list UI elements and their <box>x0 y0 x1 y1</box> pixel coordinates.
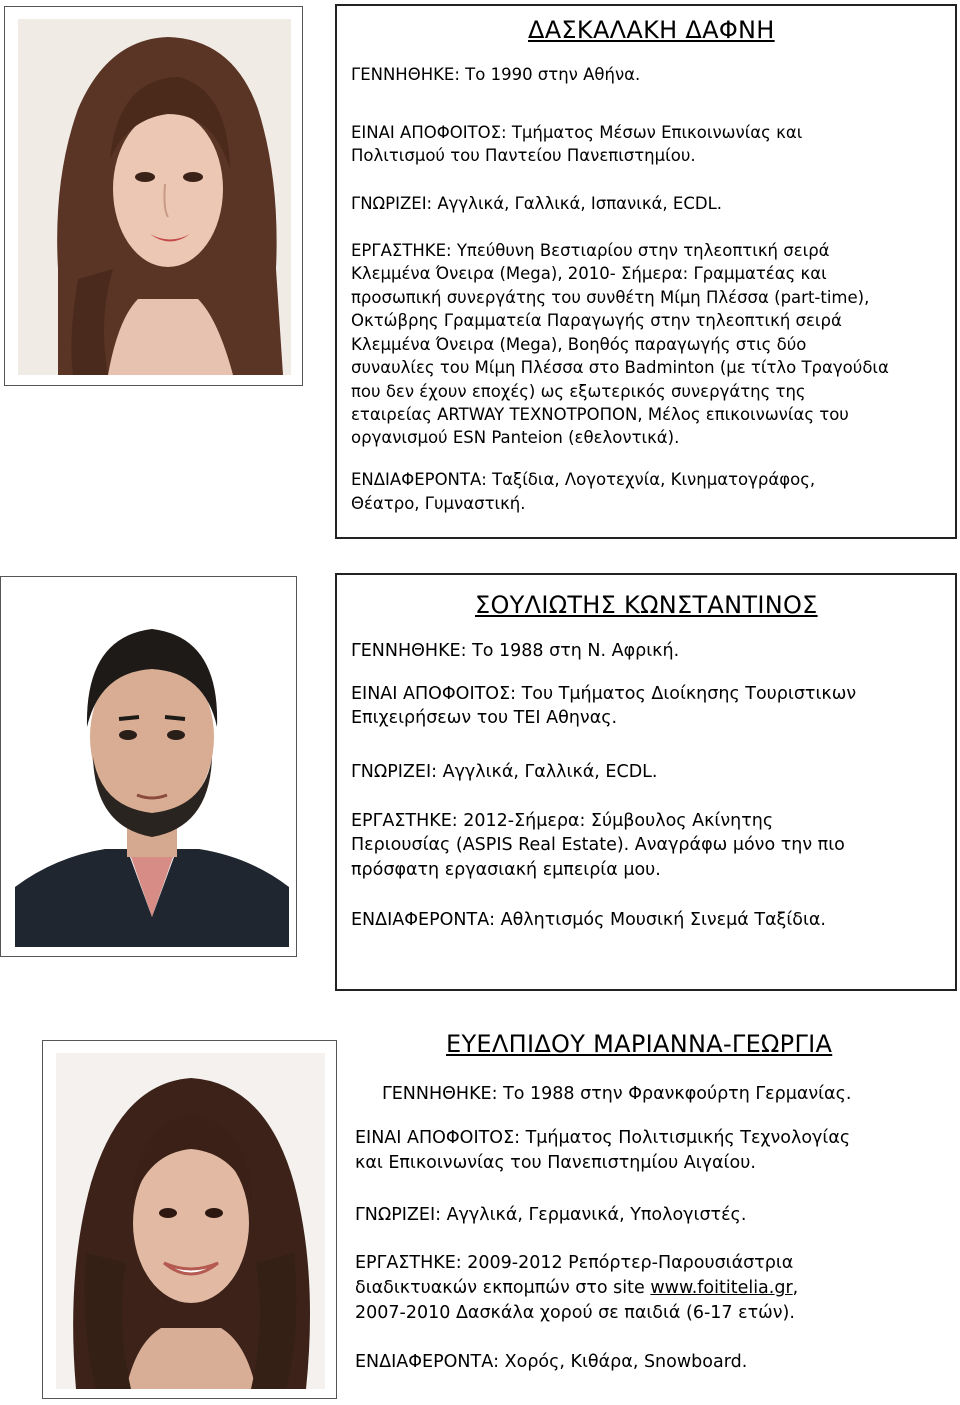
profile-3-graduate-line-2: και Επικοινωνίας του Πανεπιστημίου Αιγαίου. <box>355 1153 756 1173</box>
profile-2-worked-line-1: ΕΡΓΑΣΤΗΚΕ: 2012-Σήμερα: Σύμβουλος Ακίνητης <box>351 811 774 831</box>
profile-3-worked-line-2-comma: , <box>792 1278 799 1298</box>
profile-3-interests: ΕΝΔΙΑΦΕΡΟΝΤΑ: Χορός, Κιθάρα, Snowboard. <box>355 1352 748 1372</box>
profile-2-graduate-line-1: ΕΙΝΑΙ ΑΠΟΦΟΙΤΟΣ: Του Τμήματος Διοίκησης Τουριστικων <box>351 684 857 704</box>
profile-2-knows: ΓΝΩΡΙΖΕΙ: Αγγλικά, Γαλλικά, ECDL. <box>351 762 658 782</box>
profile-2-photo <box>15 587 289 947</box>
profile-1-worked-line-9: οργανισμού ESN Panteion (εθελοντικά). <box>351 428 680 447</box>
profile-3-name: ΕΥΕΛΠΙΔΟΥ ΜΑΡΙΑΝΝΑ-ΓΕΩΡΓΙΑ <box>446 1030 833 1058</box>
profile-3-photo-frame <box>42 1040 337 1399</box>
profile-2-photo-frame <box>0 576 297 957</box>
profile-2-interests: ΕΝΔΙΑΦΕΡΟΝΤΑ: Αθλητισμός Μουσική Σινεμά Ταξίδια. <box>351 910 826 930</box>
profile-2-worked-line-3: πρόσφατη εργασιακή εμπειρία μου. <box>351 860 661 880</box>
profile-1-knows: ΓΝΩΡΙΖΕΙ: Αγγλικά, Γαλλικά, Ισπανικά, ECDL. <box>351 194 723 213</box>
profile-3-knows: ΓΝΩΡΙΖΕΙ: Αγγλικά, Γερμανικά, Υπολογιστές. <box>355 1205 747 1225</box>
profile-2-bio-box <box>335 573 957 991</box>
profile-1-worked-line-3: προσωπική συνεργάτης του συνθέτη Μίμη Πλέσσα (part-time), <box>351 288 870 307</box>
foititelia-link[interactable]: www.foititelia.gr <box>650 1278 793 1298</box>
profile-1-interests-line-2: Θέατρο, Γυμναστική. <box>351 494 526 513</box>
profile-3-photo <box>56 1053 325 1389</box>
profile-1-name: ΔΑΣΚΑΛΑΚΗ ΔΑΦΝΗ <box>528 16 775 44</box>
profile-1-worked-line-5: Κλεμμένα Όνειρα (Mega), Βοηθός παραγωγής στις δύο <box>351 335 807 354</box>
profile-3-graduate-line-1: ΕΙΝΑΙ ΑΠΟΦΟΙΤΟΣ: Τμήματος Πολιτισμικής Τεχνολογίας <box>355 1128 851 1148</box>
profile-1-graduate-line-2: Πολιτισμού του Παντείου Πανεπιστημίου. <box>351 146 696 165</box>
profile-1-graduate-line-1: ΕΙΝΑΙ ΑΠΟΦΟΙΤΟΣ: Τμήματος Μέσων Επικοινωνίας και <box>351 123 803 142</box>
profile-3-worked-line-2 <box>355 1276 798 1301</box>
profile-1-worked-line-1: ΕΡΓΑΣΤΗΚΕ: Υπεύθυνη Βεστιαρίου στην τηλεοπτική σειρά <box>351 241 830 260</box>
profile-2-worked-line-2: Περιουσίας (ASPIS Real Estate). Αναγράφω μόνο την πιο <box>351 835 845 855</box>
profile-1-worked-line-8: εταιρείας ARTWAY ΤΕΧΝΟΤΡΟΠΟΝ, Μέλος επικοινωνίας του <box>351 405 849 424</box>
profile-3-worked-line-2-text: διαδικτυακών εκπομπών στο site <box>355 1278 651 1298</box>
portrait-man-image <box>15 587 289 947</box>
profile-3-worked-line-3: 2007-2010 Δασκάλα χορού σε παιδιά (6-17 ετών). <box>355 1303 795 1323</box>
profile-2-born: ΓΕΝΝΗΘΗΚΕ: Το 1988 στη Ν. Αφρική. <box>351 641 680 661</box>
portrait-woman-image <box>18 19 291 375</box>
profile-1-worked-line-7: που δεν έχουν εποχές) ως εξωτερικός συνεργάτης της <box>351 382 806 401</box>
profile-1-interests-line-1: ΕΝΔΙΑΦΕΡΟΝΤΑ: Ταξίδια, Λογοτεχνία, Κινηματογράφος, <box>351 470 816 489</box>
profile-1-bio-box <box>335 4 957 539</box>
profile-2-name: ΣΟΥΛΙΩΤΗΣ ΚΩΝΣΤΑΝΤΙΝΟΣ <box>475 591 818 619</box>
profile-1-worked-line-4: Οκτώβρης Γραμματεία Παραγωγής στην τηλεοπτική σειρά <box>351 311 842 330</box>
profile-3-born: ΓΕΝΝΗΘΗΚΕ: Το 1988 στην Φρανκφούρτη Γερμανίας. <box>382 1084 852 1104</box>
profile-1-photo-frame <box>4 6 303 386</box>
profile-2-graduate-line-2: Επιχειρήσεων του ΤΕΙ Αθηνας. <box>351 708 618 728</box>
profile-1-worked-line-6: συναυλίες του Μίμη Πλέσσα στο Badminton (με τίτλο Τραγούδια <box>351 358 889 377</box>
profile-1-photo <box>18 19 291 375</box>
profile-3-worked-line-1: ΕΡΓΑΣΤΗΚΕ: 2009-2012 Ρεπόρτερ-Παρουσιάστρια <box>355 1253 794 1273</box>
profile-1-born: ΓΕΝΝΗΘΗΚΕ: Το 1990 στην Αθήνα. <box>351 65 641 84</box>
portrait-woman-2-image <box>56 1053 325 1389</box>
profile-1-worked-line-2: Κλεμμένα Όνειρα (Mega), 2010- Σήμερα: Γραμματέας και <box>351 264 827 283</box>
